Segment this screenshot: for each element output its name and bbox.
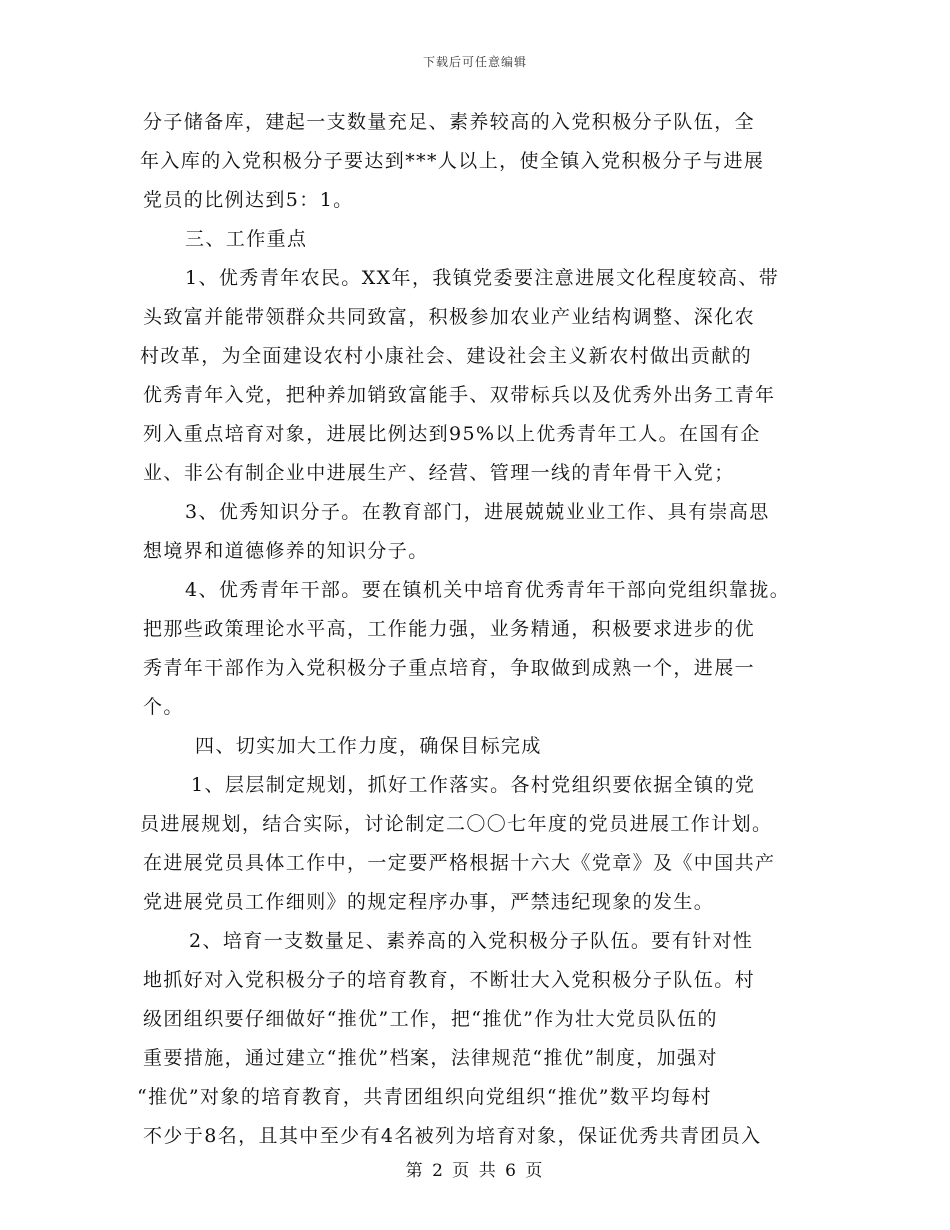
section-heading: 三、工作重点 bbox=[185, 228, 308, 250]
text-line: 1、层层制定规划，抓好工作落实。各村党组织要依据全镇的党 bbox=[191, 774, 756, 796]
text-line: 党进展党员工作细则》的规定程序办事，严禁违纪现象的发生。 bbox=[143, 891, 715, 913]
page-number: 第 2 页 共 6 页 bbox=[405, 1161, 545, 1181]
text-line: 党员的比例达到5：1。 bbox=[143, 189, 354, 211]
text-line: 地抓好对入党积极分子的培育教育，不断壮大入党积极分子队伍。村 bbox=[143, 969, 756, 991]
text-line: 头致富并能带领群众共同致富，积极参加农业产业结构调整、深化农 bbox=[143, 306, 756, 328]
text-line: 村改革，为全面建设农村小康社会、建设社会主义新农村做出贡献的 bbox=[140, 345, 753, 367]
text-line: 4、优秀青年干部。要在镇机关中培育优秀青年干部向党组织靠拢。 bbox=[185, 579, 791, 601]
text-line: 员进展规划，结合实际，讨论制定二〇〇七年度的党员进展工作计划。 bbox=[140, 813, 773, 835]
text-line: “推优”对象的培育教育，共青团组织向党组织“推优”数平均每村 bbox=[137, 1086, 712, 1108]
text-line: 优秀青年入党，把种养加销致富能手、双带标兵以及优秀外出务工青年 bbox=[143, 384, 776, 406]
text-line: 列入重点培育对象，进展比例达到95%以上优秀青年工人。在国有企 bbox=[143, 423, 761, 445]
text-line: 1、优秀青年农民。XX年，我镇党委要注意进展文化程度较高、带 bbox=[185, 267, 780, 289]
text-line: 不少于8名，且其中至少有4名被列为培育对象，保证优秀共青团员入 bbox=[143, 1125, 762, 1147]
text-line: 个。 bbox=[143, 696, 184, 718]
text-line: 重要措施，通过建立“推优”档案，法律规范“推优”制度，加强对 bbox=[143, 1047, 718, 1069]
text-line: 分子储备库，建起一支数量充足、素养较高的入党积极分子队伍，全 bbox=[143, 111, 756, 133]
page-header: 下载后可任意编辑 bbox=[422, 55, 527, 69]
text-line: 级团组织要仔细做好“推优”工作，把“推优”作为壮大党员队伍的 bbox=[143, 1008, 718, 1030]
text-line: 年入库的入党积极分子要达到***人以上，使全镇入党积极分子与进展 bbox=[140, 150, 765, 172]
text-line: 想境界和道德修养的知识分子。 bbox=[143, 540, 429, 562]
text-line: 2、培育一支数量足、素养高的入党积极分子队伍。要有针对性 bbox=[189, 930, 754, 952]
section-heading: 四、切实加大工作力度，确保目标完成 bbox=[195, 735, 542, 757]
text-line: 把那些政策理论水平高，工作能力强，业务精通，积极要求进步的优 bbox=[143, 618, 756, 640]
text-line: 业、非公有制企业中进展生产、经营、管理一线的青年骨干入党； bbox=[143, 462, 735, 484]
text-line: 秀青年干部作为入党积极分子重点培育，争取做到成熟一个，进展一 bbox=[143, 657, 756, 679]
text-line: 3、优秀知识分子。在教育部门，进展兢兢业业工作、具有崇高思 bbox=[185, 501, 770, 523]
text-line: 在进展党员具体工作中，一定要严格根据十六大《党章》及《中国共产 bbox=[143, 852, 776, 874]
